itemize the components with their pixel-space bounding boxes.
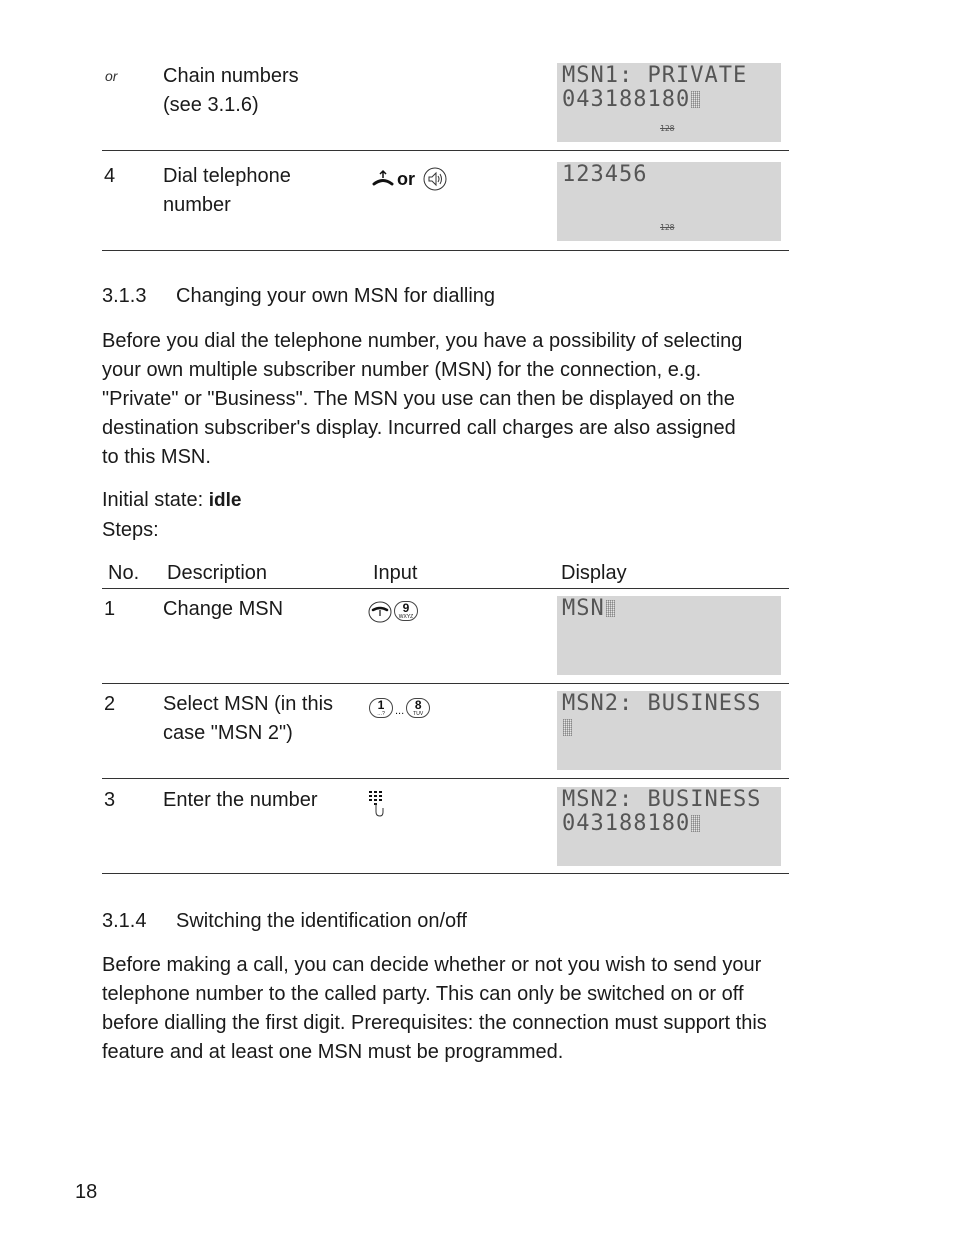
- row-desc-line: Change MSN: [163, 598, 284, 620]
- lcd-line-1: MSN2: BUSINESS: [562, 691, 762, 716]
- section-number: 3.1.4: [102, 910, 147, 932]
- lcd-display: [557, 596, 781, 675]
- input-cell: [368, 790, 386, 823]
- section-title: Changing your own MSN for dialling: [176, 285, 496, 307]
- lcd-line-1: MSN: [562, 597, 615, 621]
- charge-icon: 128: [660, 124, 675, 133]
- divider: [102, 588, 789, 589]
- or-label: or: [105, 68, 118, 84]
- lcd-line-2: [562, 716, 572, 740]
- divider: [102, 778, 789, 779]
- input-cell: [369, 698, 430, 718]
- page-number: 18: [75, 1181, 98, 1203]
- cursor-icon: [606, 600, 615, 617]
- lcd-line-2: 043188180: [562, 88, 700, 112]
- paragraph: Before making a call, you can decide whether or not you wish to send your telephone number to the called party. This can only be switched on or off before dialling the first digit. Prerequisites: the connection must support this feature and at least one MSN must be programmed.: [102, 954, 767, 1063]
- key-8-icon: 8 TUV: [406, 698, 430, 718]
- lcd-display: [557, 691, 781, 770]
- header-input: Input: [373, 562, 418, 584]
- lcd-display: [557, 63, 781, 142]
- header-no: No.: [108, 562, 140, 584]
- section-number: 3.1.3: [102, 285, 147, 307]
- row-desc-line: Select MSN (in this: [163, 693, 334, 715]
- row-desc-line: Dial telephone: [163, 165, 291, 187]
- row-desc-line: number: [163, 194, 231, 216]
- header-description: Description: [167, 562, 268, 584]
- lcd-line-1: 123456: [562, 162, 648, 187]
- steps-label: Steps:: [102, 519, 159, 541]
- divider: [102, 250, 789, 251]
- lcd-line-2: 043188180: [562, 812, 700, 836]
- row-number: 4: [104, 165, 116, 187]
- row-number: 3: [104, 789, 116, 811]
- lcd-line-1: MSN1: PRIVATE: [562, 63, 748, 88]
- divider: [102, 683, 789, 684]
- input-cell: [368, 601, 418, 623]
- section-title: Switching the identification on/off: [176, 910, 467, 932]
- lcd-display: [557, 787, 781, 866]
- or-text: or: [397, 168, 415, 189]
- row-desc-line: (see 3.1.6): [163, 94, 259, 116]
- speaker-icon: [422, 167, 448, 191]
- handset-hook-icon: [368, 601, 392, 623]
- initial-state: Initial state: idle: [102, 489, 242, 511]
- cursor-icon: [691, 91, 700, 108]
- input-cell: [372, 166, 448, 192]
- cursor-icon: [563, 719, 572, 736]
- keypad-icon: [368, 790, 386, 818]
- charge-icon: 128: [660, 223, 675, 232]
- range-separator: ...: [395, 705, 405, 717]
- row-number: 1: [104, 598, 116, 620]
- header-display: Display: [561, 562, 627, 584]
- initial-state-value: idle: [208, 490, 242, 511]
- key-1-icon: 1 …?: [369, 698, 393, 718]
- handset-lift-icon: [372, 169, 394, 189]
- lcd-display: [557, 162, 781, 241]
- row-desc-line: Enter the number: [163, 789, 318, 811]
- row-number: 2: [104, 693, 116, 715]
- divider: [102, 150, 789, 151]
- row-desc-line: case "MSN 2"): [163, 722, 293, 744]
- divider: [102, 873, 789, 874]
- cursor-icon: [691, 815, 700, 832]
- key-9-icon: 9 WXYZ: [394, 601, 418, 621]
- paragraph: Before you dial the telephone number, you have a possibility of selecting your own multiple subscriber number (MSN) for the connection, e.g. "Private" or "Business". The MSN you use can then be displayed on the destination subscriber's display. Incurred call charges are also assigned to this MSN.: [102, 330, 743, 468]
- row-desc-line: Chain numbers: [163, 65, 299, 87]
- lcd-line-1: MSN2: BUSINESS: [562, 787, 762, 812]
